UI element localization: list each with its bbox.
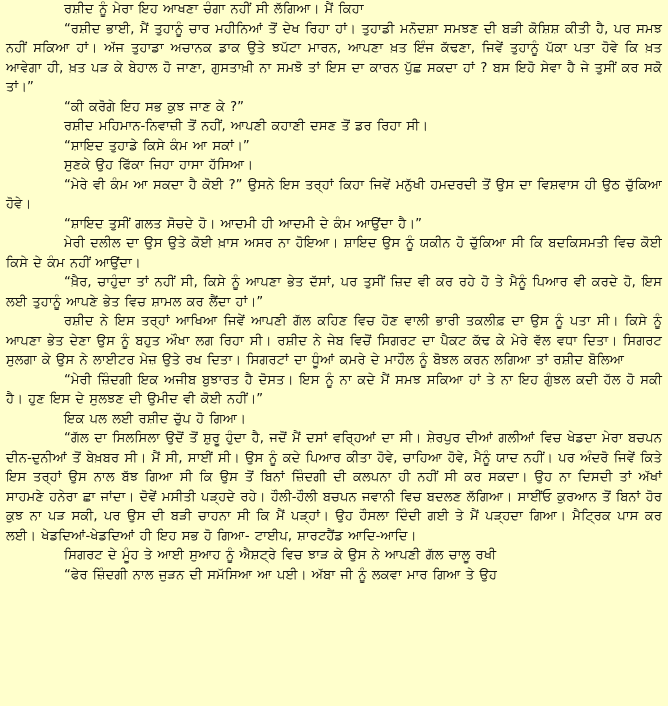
paragraph: “ਸ਼ਾਇਦ ਤੁਸੀਂ ਗਲਤ ਸੋਚਦੇ ਹੋ। ਆਦਮੀ ਹੀ ਆਦਮੀ ਦੇ ਕੰਮ ਆਉਂਦਾ ਹੈ।”: [64, 216, 422, 232]
paragraph: “ਖ਼ੈਰ, ਚਾਹੁੰਦਾ ਤਾਂ ਨਹੀਂ ਸੀ, ਕਿਸੇ ਨੂੰ ਆਪਣਾ ਭੇਤ ਦੱਸਾਂ, ਪਰ ਤੁਸੀਂ ਜ਼ਿਦ ਵੀ ਕਰ ਰਹੇ ਹੋ ਤੇ ਮੈਨੂੰ ਪਿਆਰ ਵੀ ਕਰਦੇ ਹੋ, ਇਸ ਲਈ ਤੁਹਾਨੂੰ ਆਪਣੇ ਭੇਤ ਵਿਚ ਸ਼ਾਮਲ ਕਰ ਲੈਂਦਾ ਹਾਂ।”: [6, 275, 662, 310]
paragraph: ਇਕ ਪਲ ਲਈ ਰਸ਼ੀਦ ਚੁੱਪ ਹੋ ਗਿਆ।: [64, 411, 246, 427]
paragraph: ਰਸ਼ੀਦ ਨੇ ਇਸ ਤਰ੍ਹਾਂ ਆਖਿਆ ਜਿਵੇਂ ਆਪਣੀ ਗੱਲ ਕਹਿਣ ਵਿਚ ਹੋਣ ਵਾਲੀ ਭਾਰੀ ਤਕਲੀਫ਼ ਦਾ ਉਸ ਨੂੰ ਪਤਾ ਸੀ। ਕਿਸੇ ਨੂੰ ਆਪਣਾ ਭੇਤ ਦੇਣਾ ਉਸ ਨੂੰ ਬਹੁਤ ਔਖਾ ਲਗ ਰਿਹਾ ਸੀ। ਰਸ਼ੀਦ ਨੇ ਜੇਬ ਵਿਚੋਂ ਸਿਗਰਟ ਦਾ ਪੈਕਟ ਕੱਢ ਕੇ ਮੇਰੇ ਵੱਲ ਵਧਾ ਦਿਤਾ। ਸਿਗਰਟ ਸੁਲਗਾ ਕੇ ਉਸ ਨੇ ਲਾਈਟਰ ਮੇਜ਼ ਉਤੇ ਰਖ ਦਿਤਾ। ਸਿਗਰਟਾਂ ਦਾ ਧੂੰਆਂ ਕਮਰੇ ਦੇ ਮਾਹੌਲ ਨੂੰ ਬੋਝਲ ਕਰਨ ਲਗਿਆ ਤਾਂ ਰਸ਼ੀਦ ਬੋਲਿਆ: [6, 314, 662, 368]
paragraph: “ਕੀ ਕਰੋਗੇ ਇਹ ਸਭ ਕੁਝ ਜਾਣ ਕੇ ?”: [64, 99, 244, 115]
paragraph: “ਰਸ਼ੀਦ ਭਾਈ, ਮੈਂ ਤੁਹਾਨੂੰ ਚਾਰ ਮਹੀਨਿਆਂ ਤੋਂ ਦੇਖ ਰਿਹਾ ਹਾਂ। ਤੁਹਾਡੀ ਮਨੋਦਸ਼ਾ ਸਮਝਣ ਦੀ ਬੜੀ ਕੋਸ਼ਿਸ਼ ਕੀਤੀ ਹੈ, ਪਰ ਸਮਝ ਨਹੀਂ ਸਕਿਆ ਹਾਂ। ਅੱਜ ਤੁਹਾਡਾ ਅਚਾਨਕ ਡਾਕ ਉਤੇ ਝਪੱਟਾ ਮਾਰਨ, ਆਪਣਾ ਖ਼ਤ ਇੰਜ ਕੱਢਣਾ, ਜਿਵੇਂ ਤੁਹਾਨੂੰ ਪੱਕਾ ਪਤਾ ਹੋਵੇ ਕਿ ਖ਼ਤ ਆਵੇਗਾ ਹੀ, ਖ਼ਤ ਪੜ ਕੇ ਬੇਹਾਲ ਹੋ ਜਾਣਾ, ਗੁਸਤਾਖ਼ੀ ਨਾ ਸਮਝੋ ਤਾਂ ਇਸ ਦਾ ਕਾਰਨ ਪੁੱਛ ਸਕਦਾ ਹਾਂ ? ਬਸ ਇਹੋ ਸੇਵਾ ਹੈ ਜੇ ਤੁਸੀਂ ਕਰ ਸਕੋ ਤਾਂ।”: [6, 21, 662, 95]
paragraph: “ਸ਼ਾਇਦ ਤੁਹਾਡੇ ਕਿਸੇ ਕੰਮ ਆ ਸਕਾਂ।”: [64, 138, 250, 154]
paragraph: ਸੁਣਕੇ ਉਹ ਫਿੱਕਾ ਜਿਹਾ ਹਾਸਾ ਹੱਸਿਆ।: [64, 158, 254, 173]
paragraph: “ਗੱਲ ਦਾ ਸਿਲਸਿਲਾ ਉਦੋਂ ਤੋਂ ਸ਼ੁਰੂ ਹੁੰਦਾ ਹੈ, ਜਦੋਂ ਮੈਂ ਦਸਾਂ ਵਰ੍ਹਿਆਂ ਦਾ ਸੀ। ਸ਼ੇਰਪੁਰ ਦੀਆਂ ਗਲੀਆਂ ਵਿਚ ਖੇਡਦਾ ਮੇਰਾ ਬਚਪਨ ਦੀਨ-ਦੁਨੀਆਂ ਤੋਂ ਬੇਖ਼ਬਰ ਸੀ। ਮੈਂ ਸੀ, ਸਾਈਂ ਸੀ। ਉਸ ਨੂੰ ਕਦੇ ਪਿਆਰ ਕੀਤਾ ਹੋਵੇ, ਚਾਹਿਆ ਹੋਵੇ, ਮੈਨੂੰ ਯਾਦ ਨਹੀਂ। ਪਰ ਅੰਦਰੋ ਜਿਵੇਂ ਕਿਤੇ ਇਸ ਤਰ੍ਹਾਂ ਉਸ ਨਾਲ ਬੱਝ ਗਿਆ ਸੀ ਕਿ ਉਸ ਤੋਂ ਬਿਨਾਂ ਜ਼ਿੰਦਗੀ ਦੀ ਕਲਪਨਾ ਹੀ ਨਹੀਂ ਸੀ ਕਰ ਸਕਦਾ। ਉਹ ਨਾ ਦਿਸਦੀ ਤਾਂ ਅੱਖਾਂ ਸਾਹਮਣੇ ਹਨੇਰਾ ਛਾ ਜਾਂਦਾ। ਦੋਵੇਂ ਮਸੀਤੀ ਪੜ੍ਹਦੇ ਰਹੇ। ਹੌਲੀ-ਹੌਲੀ ਬਚਪਨ ਜਵਾਨੀ ਵਿਚ ਬਦਲਣ ਲੱਗਿਆ। ਸਾਈਂਓ ਕੁਰਆਨ ਤੋਂ ਬਿਨਾਂ ਹੋਰ ਕੁਝ ਨਾ ਪੜ ਸਕੀ, ਪਰ ਉਸ ਦੀ ਬੜੀ ਚਾਹਨਾ ਸੀ ਕਿ ਮੈਂ ਪੜ੍ਹਾਂ। ਉਹ ਹੌਸਲਾ ਦਿੰਦੀ ਗਈ ਤੇ ਮੈਂ ਪੜ੍ਹਦਾ ਗਿਆ। ਮੈਟ੍ਰਿਕ ਪਾਸ ਕਰ ਲਈ। ਖੇਡਦਿਆਂ-ਖੇਡਦਿਆਂ ਹੀ ਇਹ ਸਭ ਹੋ ਗਿਆ- ਟਾਈਪ, ਸ਼ਾਰਟਹੈਂਡ ਆਦਿ-ਆਦਿ।: [6, 431, 662, 544]
paragraph: ਰਸ਼ੀਦ ਨੂੰ ਮੇਰਾ ਇਹ ਆਖਣਾ ਚੰਗਾ ਨਹੀਂ ਸੀ ਲੱਗਿਆ। ਮੈਂ ਕਿਹਾ: [64, 2, 364, 17]
paragraph: “ਫੇਰ ਜ਼ਿੰਦਗੀ ਨਾਲ ਜੁੜਨ ਦੀ ਸਮੱਸਿਆ ਆ ਪਈ। ਅੱਬਾ ਜੀ ਨੂੰ ਲਕਵਾ ਮਾਰ ਗਿਆ ਤੇ ਉਹ: [64, 567, 498, 583]
paragraph: “ਮੇਰੇ ਵੀ ਕੰਮ ਆ ਸਕਦਾ ਹੈ ਕੋਈ ?” ਉਸਨੇ ਇਸ ਤਰ੍ਹਾਂ ਕਿਹਾ ਜਿਵੇਂ ਮਨੁੱਖੀ ਹਮਦਰਦੀ ਤੋਂ ਉਸ ਦਾ ਵਿਸ਼ਵਾਸ ਹੀ ਉਠ ਚੁੱਕਿਆ ਹੋਵੇ।: [6, 177, 662, 212]
paragraph: ਸਿਗਰਟ ਦੇ ਮੂੰਹ ਤੇ ਆਈ ਸੁਆਹ ਨੂੰ ਐਸ਼ਟ੍ਰੇ ਵਿਚ ਝਾੜ ਕੇ ਉਸ ਨੇ ਆਪਣੀ ਗੱਲ ਚਾਲੂ ਰਖੀ: [64, 548, 497, 563]
paragraph: “ਮੇਰੀ ਜ਼ਿੰਦਗੀ ਇਕ ਅਜੀਬ ਬੁਝਾਰਤ ਹੈ ਦੋਸਤ। ਇਸ ਨੂੰ ਨਾ ਕਦੇ ਮੈਂ ਸਮਝ ਸਕਿਆ ਹਾਂ ਤੇ ਨਾ ਇਹ ਗੁੰਝਲ ਕਦੀ ਹੱਲ ਹੋ ਸਕੀ ਹੈ। ਹੁਣ ਇਸ ਦੇ ਸੁਲਝਣ ਦੀ ਉਮੀਦ ਵੀ ਕੋਈ ਨਹੀਂ।”: [6, 372, 662, 407]
paragraph: ਮੇਰੀ ਦਲੀਲ ਦਾ ਉਸ ਉਤੇ ਕੋਈ ਖ਼ਾਸ ਅਸਰ ਨਾ ਹੋਇਆ। ਸ਼ਾਇਦ ਉਸ ਨੂੰ ਯਕੀਨ ਹੋ ਚੁੱਕਿਆ ਸੀ ਕਿ ਬਦਕਿਸਮਤੀ ਵਿਚ ਕੋਈ ਕਿਸੇ ਦੇ ਕੰਮ ਨਹੀਂ ਆਉਂਦਾ।: [6, 236, 662, 271]
paragraph: ਰਸ਼ੀਦ ਮਹਿਮਾਨ-ਨਿਵਾਜ਼ੀ ਤੋਂ ਨਹੀਂ, ਆਪਣੀ ਕਹਾਣੀ ਦਸਣ ਤੋਂ ਡਰ ਰਿਹਾ ਸੀ।: [64, 119, 429, 134]
